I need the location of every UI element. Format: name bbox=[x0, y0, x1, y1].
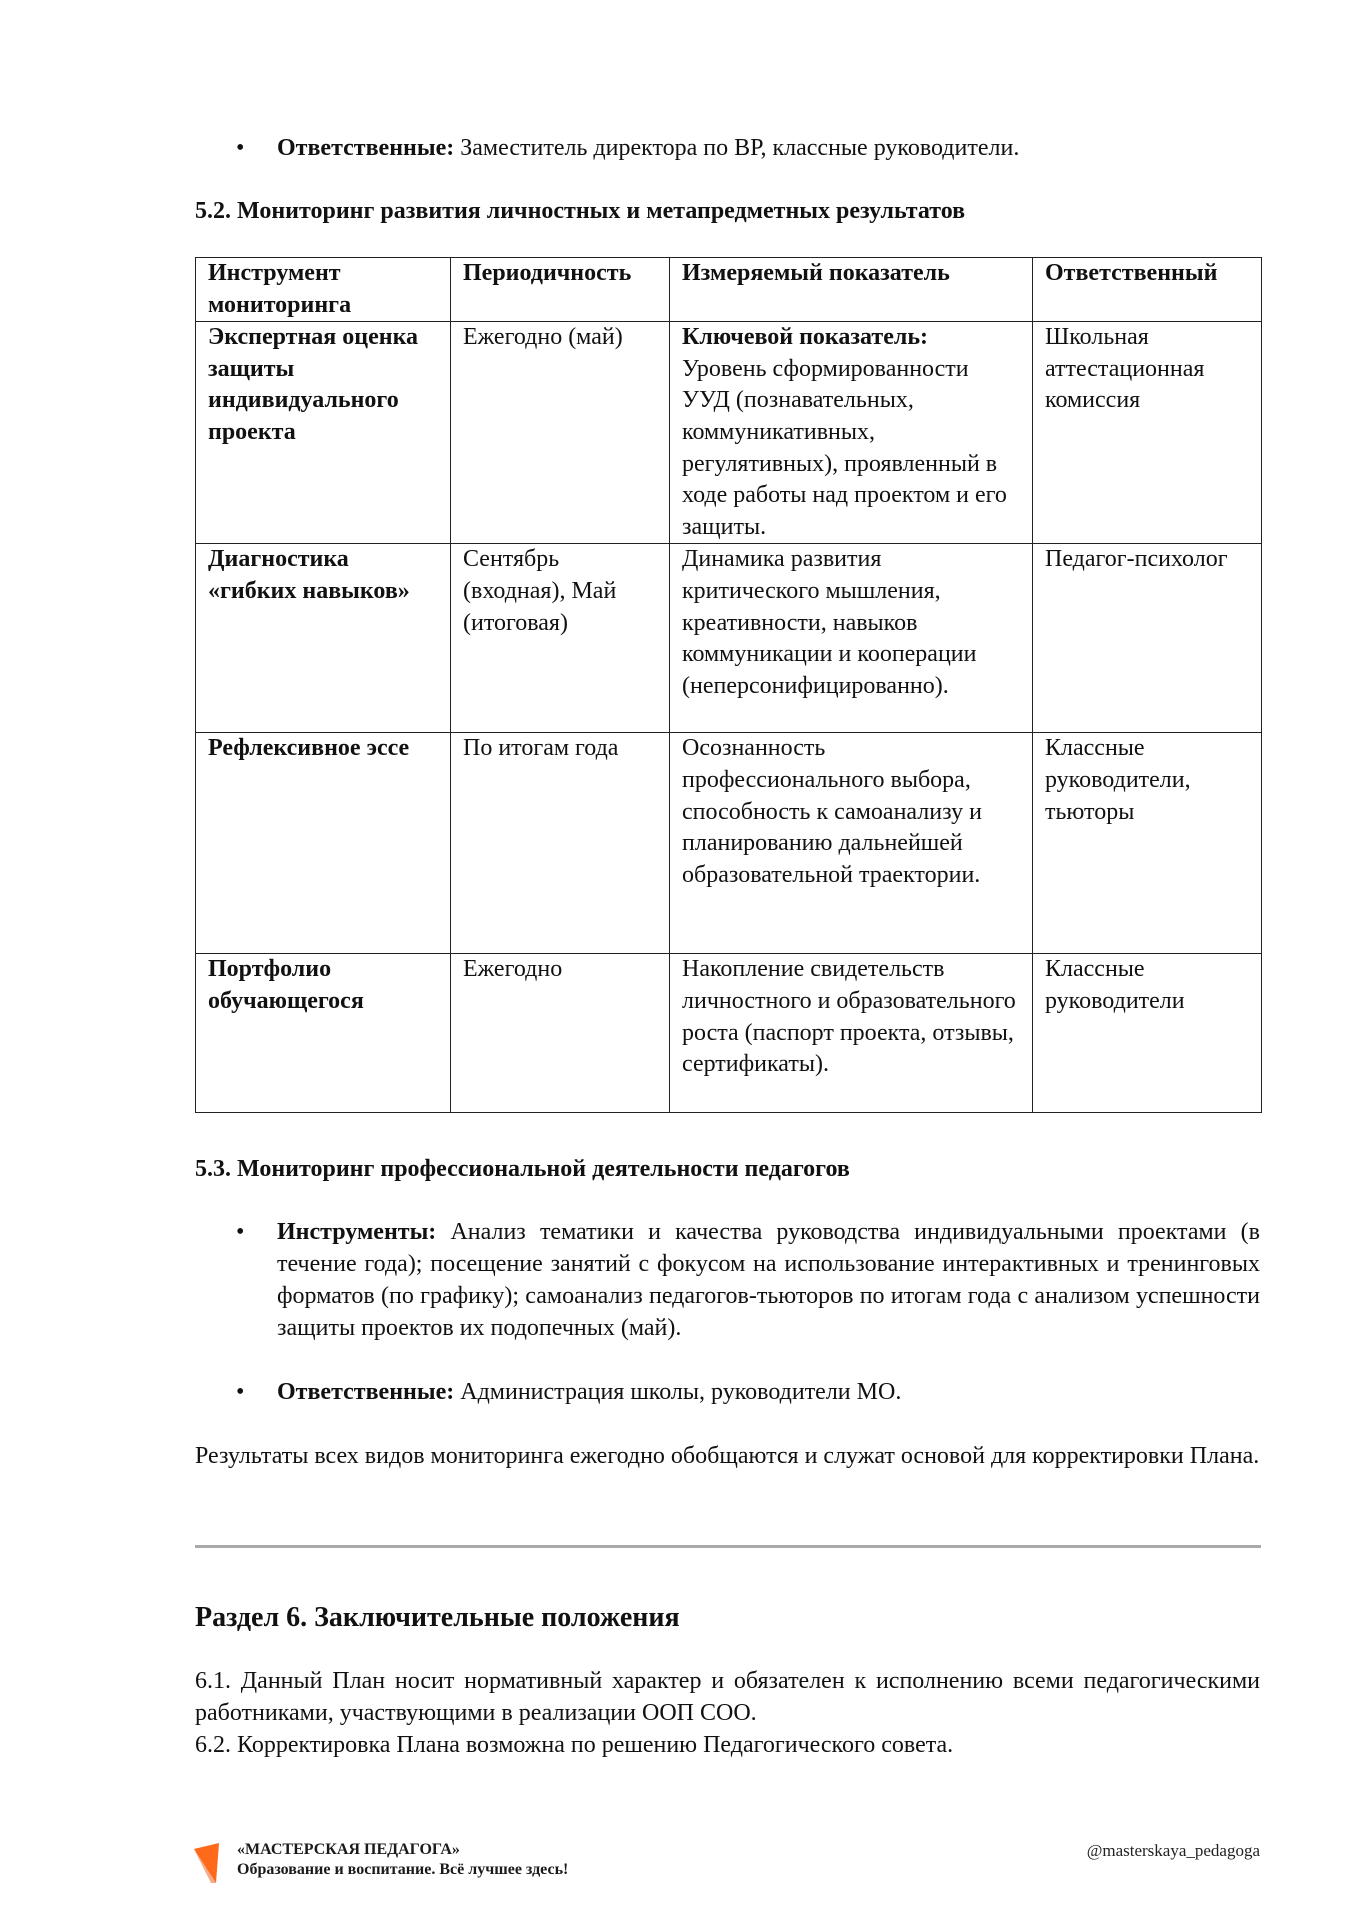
indicator-label: Ключевой показатель: bbox=[682, 324, 929, 351]
brand-name: «МАСТЕРСКАЯ ПЕДАГОГА» bbox=[237, 1841, 460, 1858]
column-header: Инструмент мониторинга bbox=[196, 258, 451, 322]
cell-period: По итогам года bbox=[451, 733, 670, 954]
orange-pennant-icon bbox=[193, 1843, 221, 1883]
cell-indicator bbox=[670, 322, 1033, 544]
social-handle[interactable]: @masterskaya_pedagoga bbox=[1086, 1841, 1260, 1860]
cell-instrument: Портфолио обучающегося bbox=[196, 954, 451, 1113]
column-header: Ответственный bbox=[1033, 258, 1262, 322]
section-6-heading: Раздел 6. Заключительные положения bbox=[195, 1602, 680, 1633]
column-header: Измеряемый показатель bbox=[670, 258, 1033, 322]
cell-indicator: Осознанность профессионального выбора, способность к самоанализу и планированию дальнейшей образовательной траектории. bbox=[670, 733, 1033, 954]
table-row bbox=[196, 544, 1262, 733]
responsible-bullet-5-3 bbox=[236, 1376, 1260, 1408]
bullet-icon: • bbox=[236, 1219, 245, 1245]
clause-6-1: 6.1. Данный План носит нормативный характер и обязателен к исполнению всеми педагогическими работниками, участвующими в реализации ООП СОО. bbox=[195, 1668, 1260, 1726]
cell-responsible: Школьная аттестационная комиссия bbox=[1033, 322, 1262, 544]
period-text: Сентябрь (входная), Май (итоговая) bbox=[463, 546, 617, 636]
cell-responsible: Классные руководители, тьюторы bbox=[1033, 733, 1262, 954]
clause-6-2: 6.2. Корректировка Плана возможна по решению Педагогического совета. bbox=[195, 1732, 954, 1758]
bullet-icon: • bbox=[236, 1379, 245, 1405]
cell-instrument: Рефлексивное эссе bbox=[196, 733, 451, 954]
monitoring-table bbox=[195, 257, 1262, 1113]
section-divider bbox=[195, 1545, 1261, 1548]
cell-period: Ежегодно (май) bbox=[451, 322, 670, 544]
cell-instrument: Диагностика «гибких навыков» bbox=[196, 544, 451, 733]
cell-indicator: Накопление свидетельств личностного и образовательного роста (паспорт проекта, отзывы, сертификаты). bbox=[670, 954, 1033, 1113]
bullet-text: Заместитель директора по ВР, классные руководители. bbox=[454, 135, 1020, 161]
bullet-text: Администрация школы, руководители МО. bbox=[454, 1379, 902, 1405]
bullet-label: Ответственные: bbox=[277, 1379, 455, 1405]
cell-responsible: Классные руководители bbox=[1033, 954, 1262, 1113]
cell-responsible: Педагог-психолог bbox=[1033, 544, 1262, 733]
table-row bbox=[196, 954, 1262, 1113]
cell-instrument: Экспертная оценка защиты индивидуального проекта bbox=[196, 322, 451, 544]
footer-brand bbox=[237, 1840, 568, 1880]
bullet-label: Инструменты: bbox=[277, 1219, 437, 1245]
bullet-text: Анализ тематики и качества руководства индивидуальными проектами (в течение года); посещение занятий с фокусом на использование интерактивных и тренинговых форматов (по графику); самоанализ педагогов-тьюторов по итогам года с анализом успешности защиты проектов их подопечных (май). bbox=[277, 1219, 1260, 1341]
responsible-bullet-5-1 bbox=[236, 132, 1260, 164]
section-5-3-heading: 5.3. Мониторинг профессиональной деятельности педагогов bbox=[195, 1156, 850, 1182]
column-header: Периодичность bbox=[451, 258, 670, 322]
bullet-label: Ответственные: bbox=[277, 135, 455, 161]
monitoring-summary-paragraph: Результаты всех видов мониторинга ежегодно обобщаются и служат основой для корректировки Плана. bbox=[195, 1443, 1260, 1469]
table-row bbox=[196, 733, 1262, 954]
cell-period: Ежегодно bbox=[451, 954, 670, 1113]
bullet-icon: • bbox=[236, 135, 245, 161]
table-header-row bbox=[196, 258, 1262, 322]
indicator-text: Уровень сформированности УУД (познавательных, коммуникативных, регулятивных), проявленный в ходе работы над проектом и его защиты. bbox=[682, 355, 1007, 540]
cell-indicator: Динамика развития критического мышления, креативности, навыков коммуникации и кооперации (неперсонифицированно). bbox=[670, 544, 1033, 733]
instruments-bullet bbox=[236, 1216, 1260, 1344]
table-row bbox=[196, 322, 1262, 544]
cell-period bbox=[451, 544, 670, 733]
brand-tagline: Образование и воспитание. Всё лучшее здесь! bbox=[237, 1861, 569, 1878]
section-5-2-heading: 5.2. Мониторинг развития личностных и метапредметных результатов bbox=[195, 198, 966, 224]
